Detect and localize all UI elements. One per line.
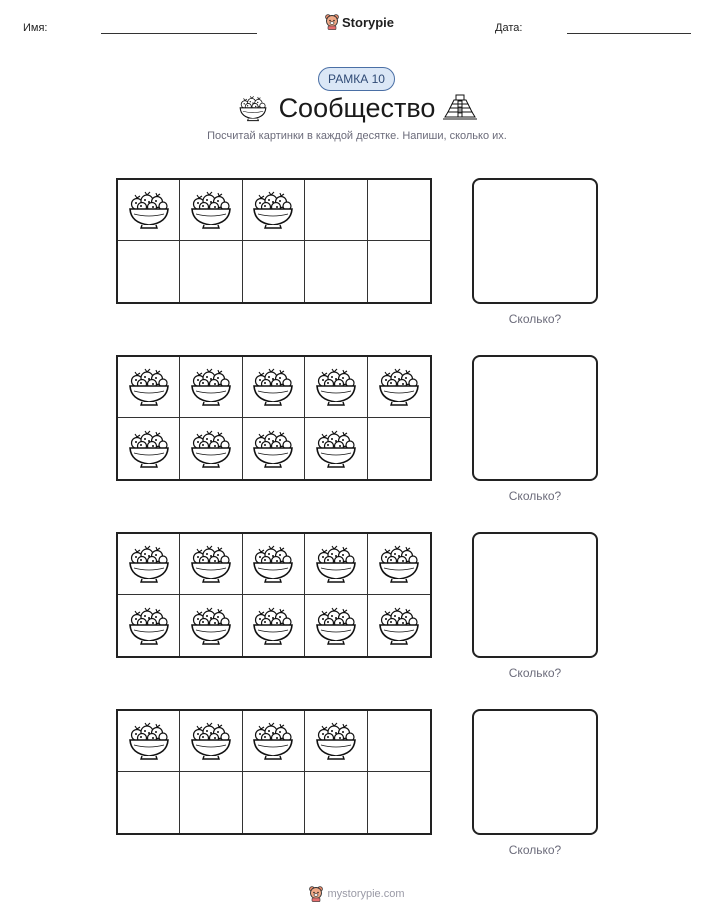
ten-frame-cell [368,711,430,772]
ten-frame-cell [180,534,242,595]
answer-box[interactable] [472,355,598,481]
answer-box[interactable] [472,709,598,835]
fruit-bowl-icon [251,544,295,584]
fruit-bowl-icon [189,544,233,584]
name-label: Имя: [23,22,48,34]
bear-icon [325,14,339,30]
fruit-bowl-icon [189,429,233,469]
frame-badge: РАМКА 10 [318,67,395,91]
ten-frame-cell [305,357,367,418]
fruit-bowl-icon [251,367,295,407]
fruit-bowl-icon [251,190,295,230]
ten-frame-cell [305,711,367,772]
answer-box[interactable] [472,178,598,304]
ten-frame-cell [368,180,430,241]
ten-frame-cell [180,357,242,418]
fruit-bowl-icon [127,367,171,407]
ten-frame [116,709,432,835]
fruit-bowl-icon [314,544,358,584]
bear-icon [309,886,323,902]
answer-box[interactable] [472,532,598,658]
fruit-bowl-icon [189,190,233,230]
answer-prompt: Сколько? [508,312,562,326]
fruit-bowl-icon [127,544,171,584]
date-label: Дата: [495,22,523,34]
ten-frame-cell [118,241,180,302]
name-line[interactable] [101,33,257,34]
ten-frame-cell [368,241,430,302]
fruit-bowl-icon [314,429,358,469]
ten-frame-cell [180,711,242,772]
ten-frame [116,532,432,658]
page-title: Сообщество [278,93,436,123]
ten-frame-cell [180,772,242,833]
ten-frame-cell [243,241,305,302]
date-line[interactable] [567,33,691,34]
ten-frame-cell [118,595,180,656]
ten-frame-cell [368,772,430,833]
ten-frame-cell [180,180,242,241]
ten-frame-cell [180,595,242,656]
ten-frame-cell [368,357,430,418]
ten-frame-cell [118,534,180,595]
fruit-bowl-icon [189,606,233,646]
footer-url: mystorypie.com [327,888,405,900]
fruit-bowl-icon [314,367,358,407]
ten-frame-cell [243,180,305,241]
ten-frame-cell [368,534,430,595]
ten-frame-cell [243,711,305,772]
answer-prompt: Сколько? [508,843,562,857]
fruit-bowl-icon [127,721,171,761]
ten-frame-cell [305,772,367,833]
brand-name: Storypie [342,14,395,30]
fruit-bowl-icon [377,367,421,407]
ten-frame-cell [243,534,305,595]
ten-frame-cell [305,180,367,241]
ten-frame-cell [118,711,180,772]
answer-prompt: Сколько? [508,489,562,503]
ten-frame-cell [118,772,180,833]
fruit-bowl-icon [251,429,295,469]
ten-frame-cell [368,418,430,479]
ten-frame-cell [180,241,242,302]
footer [0,886,714,902]
fruit-bowl-icon [251,606,295,646]
fruit-bowl-icon [314,606,358,646]
ten-frame-cell [305,418,367,479]
ten-frame-cell [118,180,180,241]
ten-frame [116,355,432,481]
fruit-bowl-icon [127,606,171,646]
ten-frame-cell [305,534,367,595]
ten-frame-cell [243,772,305,833]
ten-frame-cell [118,418,180,479]
storypie-logo [325,14,394,30]
ten-frame-cell [305,595,367,656]
fruit-bowl-icon [127,190,171,230]
fruit-bowl-icon [314,721,358,761]
fruit-bowl-icon [127,429,171,469]
ten-frame-cell [305,241,367,302]
ten-frame [116,178,432,304]
ten-frame-cell [368,595,430,656]
ten-frame-cell [243,418,305,479]
ten-frame-cell [118,357,180,418]
ten-frame-cell [180,418,242,479]
answer-prompt: Сколько? [508,666,562,680]
fruit-bowl-icon [189,721,233,761]
ten-frame-cell [243,595,305,656]
instructions: Посчитай картинки в каждой десятке. Напиши, сколько их. [207,130,507,142]
fruit-bowl-icon [189,367,233,407]
fruit-bowl-icon [377,544,421,584]
fruit-bowl-icon [377,606,421,646]
pyramid-icon [442,93,478,121]
fruit-bowl-icon [251,721,295,761]
ten-frame-cell [243,357,305,418]
